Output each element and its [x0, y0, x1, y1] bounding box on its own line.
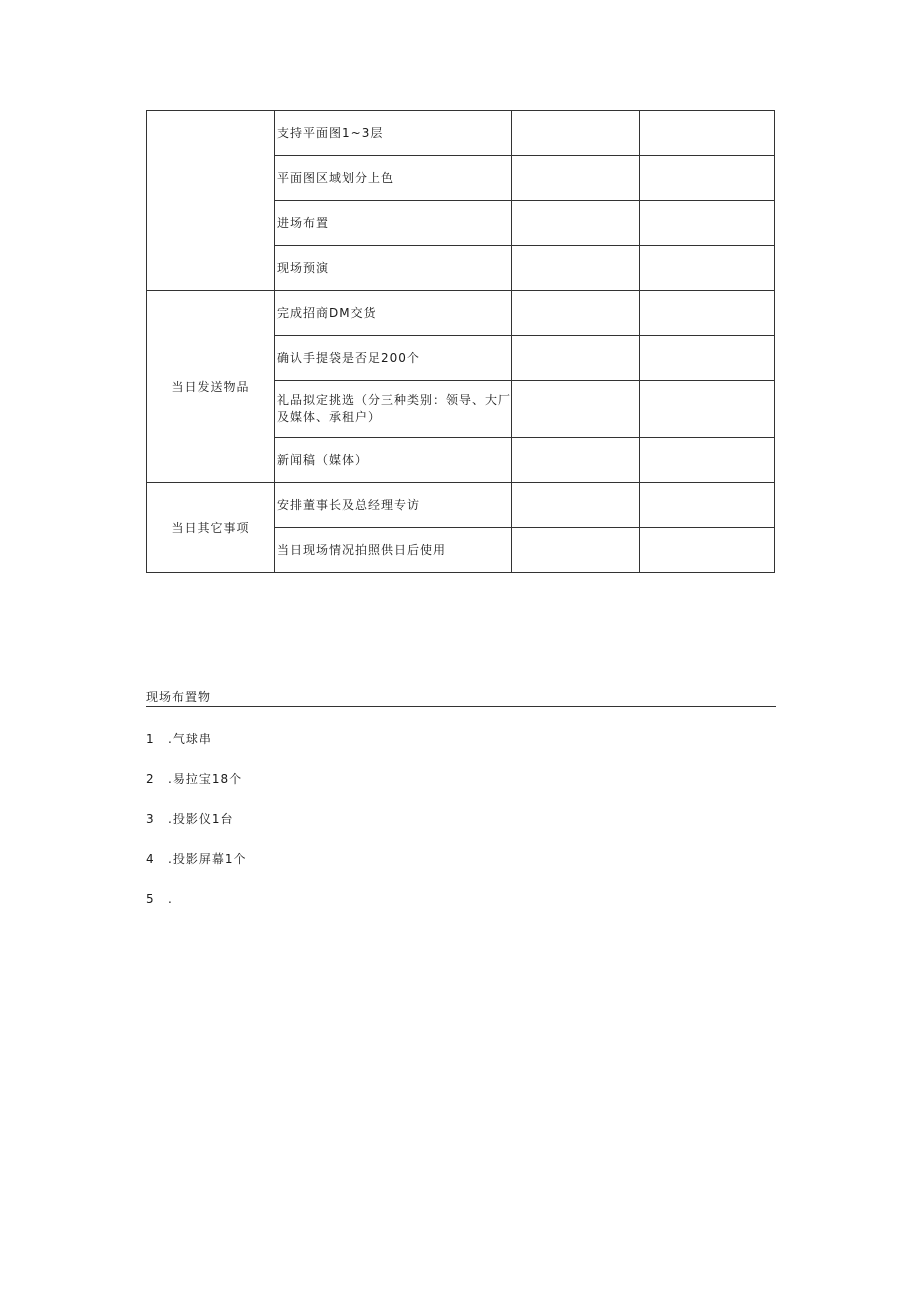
group-cell: 当日发送物品 — [147, 291, 275, 483]
list-item — [146, 771, 546, 811]
list-item-text: .投影屏幕1个 — [168, 852, 247, 866]
status-cell — [512, 336, 640, 381]
task-cell: 安排董事长及总经理专访 — [275, 483, 512, 528]
list-item — [146, 811, 546, 851]
note-cell — [640, 156, 775, 201]
note-cell — [640, 528, 775, 573]
status-cell — [512, 438, 640, 483]
list-item-text: .投影仪1台 — [168, 812, 234, 826]
list-item-text: .气球串 — [168, 732, 212, 746]
note-cell — [640, 336, 775, 381]
table-row — [147, 291, 775, 336]
note-cell — [640, 111, 775, 156]
table-row — [147, 111, 775, 156]
list-item — [146, 851, 546, 891]
list-item — [146, 891, 546, 931]
task-cell: 礼品拟定挑选（分三种类别：领导、大厂及媒体、承租户） — [275, 381, 512, 438]
note-cell — [640, 438, 775, 483]
setup-items-list — [146, 731, 546, 931]
list-item-text: .易拉宝18个 — [168, 772, 243, 786]
status-cell — [512, 381, 640, 438]
list-item-number: 3 — [146, 812, 155, 826]
group-cell: 当日其它事项 — [147, 483, 275, 573]
task-cell: 确认手提袋是否足200个 — [275, 336, 512, 381]
list-item-number: 1 — [146, 732, 155, 746]
task-cell: 新闻稿（媒体） — [275, 438, 512, 483]
status-cell — [512, 291, 640, 336]
list-item-number: 4 — [146, 852, 155, 866]
status-cell — [512, 111, 640, 156]
table-row — [147, 483, 775, 528]
group-cell — [147, 111, 275, 291]
status-cell — [512, 246, 640, 291]
task-cell: 进场布置 — [275, 201, 512, 246]
event-task-table — [146, 110, 775, 573]
note-cell — [640, 246, 775, 291]
status-cell — [512, 528, 640, 573]
note-cell — [640, 201, 775, 246]
list-item-number: 2 — [146, 772, 155, 786]
task-cell: 完成招商DM交货 — [275, 291, 512, 336]
task-cell: 平面图区域划分上色 — [275, 156, 512, 201]
list-item — [146, 731, 546, 771]
section-title: 现场布置物 — [146, 689, 776, 707]
note-cell — [640, 291, 775, 336]
status-cell — [512, 201, 640, 246]
note-cell — [640, 483, 775, 528]
status-cell — [512, 483, 640, 528]
list-item-text: . — [168, 892, 173, 906]
note-cell — [640, 381, 775, 438]
task-cell: 现场预演 — [275, 246, 512, 291]
task-cell: 支持平面图1~3层 — [275, 111, 512, 156]
task-cell: 当日现场情况拍照供日后使用 — [275, 528, 512, 573]
list-item-number: 5 — [146, 892, 155, 906]
status-cell — [512, 156, 640, 201]
